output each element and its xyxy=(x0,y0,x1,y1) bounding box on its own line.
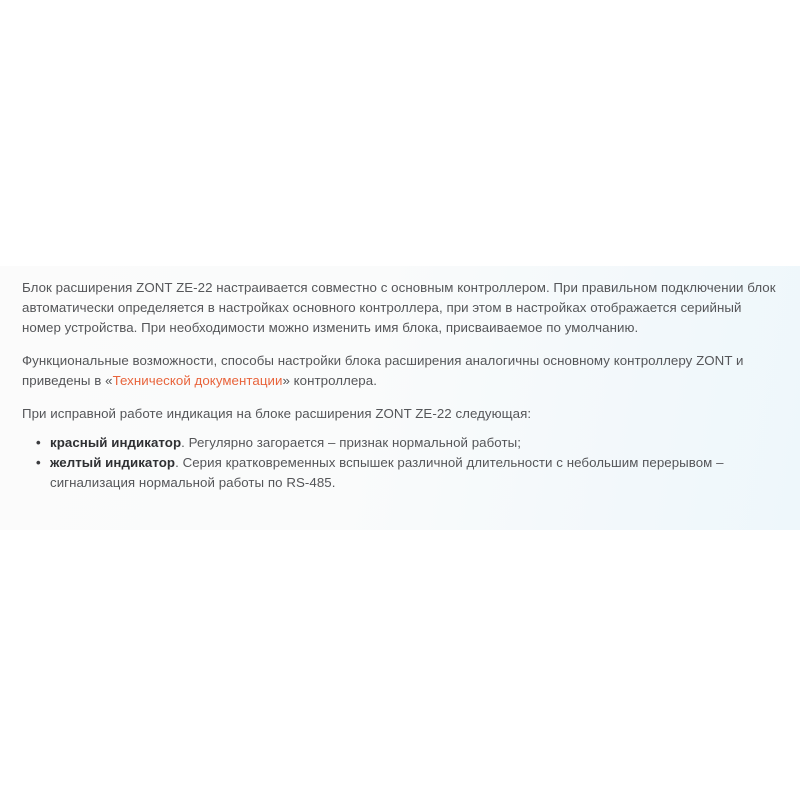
list-item-red-indicator xyxy=(36,433,782,453)
indication-intro-paragraph: При исправной работе индикация на блоке расширения ZONT ZE-22 следующая: xyxy=(22,406,532,421)
indicator-description: . Серия кратковременных вспышек различной длительности с небольшим перерывом – сигнализация нормальной работы по RS-485. xyxy=(50,455,724,490)
document-content xyxy=(22,278,782,493)
indicator-description: . Регулярно загорается – признак нормальной работы; xyxy=(181,435,521,450)
features-text-before: Функциональные возможности, способы настройки блока расширения аналогичны основному контроллеру ZONT и приведены в « xyxy=(22,353,744,388)
indicator-name: желтый индикатор xyxy=(50,455,176,470)
list-item-yellow-indicator xyxy=(36,453,782,493)
indicator-list xyxy=(22,433,782,493)
bullet-icon: • xyxy=(36,455,41,470)
indicator-name: красный индикатор xyxy=(50,435,182,450)
intro-paragraph: Блок расширения ZONT ZE-22 настраивается совместно с основным контроллером. При правильном подключении блок автоматически определяется в настройках основного контроллера, при этом в настройках отображается серийный номер устройства. При необходимости можно изменить имя блока, присваиваемое по умолчанию. xyxy=(22,280,776,335)
technical-documentation-link[interactable]: Технической документации xyxy=(112,373,283,388)
features-paragraph xyxy=(22,351,782,391)
features-text-after: » контроллера. xyxy=(282,373,377,388)
bullet-icon: • xyxy=(36,435,41,450)
